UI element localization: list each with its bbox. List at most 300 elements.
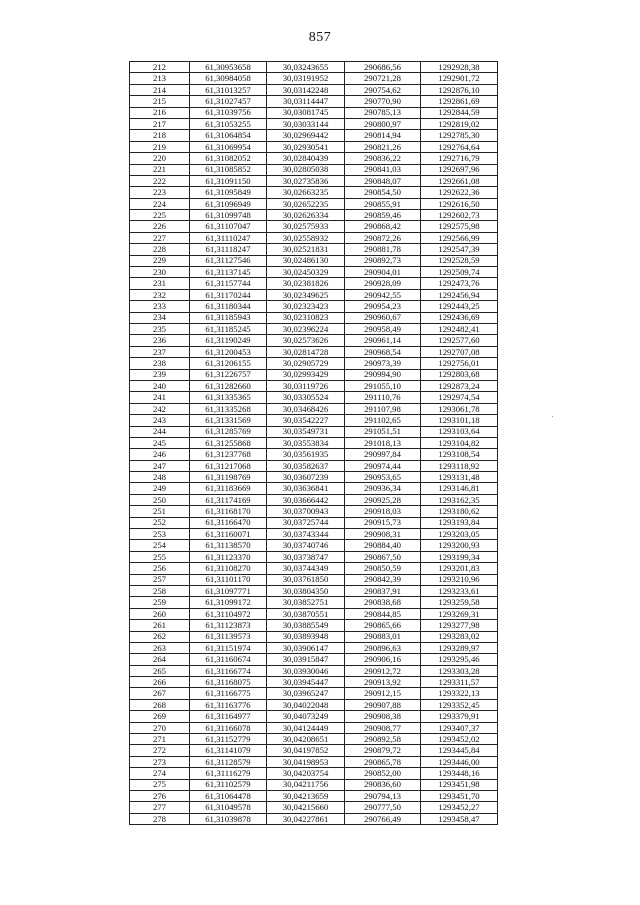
- table-row: [130, 358, 498, 369]
- x-coordinate-cell: 290821,26: [345, 141, 421, 152]
- point-number-cell: 239: [130, 369, 190, 380]
- table-row: [130, 585, 498, 596]
- x-coordinate-cell: 290841,03: [345, 164, 421, 175]
- coordinates-table-wrapper: [129, 61, 498, 825]
- point-number-cell: 268: [130, 699, 190, 710]
- point-number-cell: 217: [130, 118, 190, 129]
- y-coordinate-cell: 1293233,61: [421, 585, 498, 596]
- x-coordinate-cell: 290908,77: [345, 722, 421, 733]
- y-coordinate-cell: 1292803,68: [421, 369, 498, 380]
- longitude-cell: 30,03553834: [267, 437, 345, 448]
- longitude-cell: 30,03666442: [267, 494, 345, 505]
- point-number-cell: 233: [130, 301, 190, 312]
- y-coordinate-cell: 1292575,98: [421, 221, 498, 232]
- longitude-cell: 30,02930541: [267, 141, 345, 152]
- latitude-cell: 61,31039878: [190, 813, 267, 824]
- latitude-cell: 61,31185245: [190, 323, 267, 334]
- latitude-cell: 61,31049578: [190, 802, 267, 813]
- y-coordinate-cell: 1293283,02: [421, 631, 498, 642]
- point-number-cell: 244: [130, 426, 190, 437]
- x-coordinate-cell: 290960,67: [345, 312, 421, 323]
- table-row: [130, 210, 498, 221]
- table-row: [130, 620, 498, 631]
- x-coordinate-cell: 290912,15: [345, 688, 421, 699]
- latitude-cell: 61,31166078: [190, 722, 267, 733]
- table-row: [130, 164, 498, 175]
- table-row: [130, 346, 498, 357]
- y-coordinate-cell: 1293446,00: [421, 756, 498, 767]
- point-number-cell: 245: [130, 437, 190, 448]
- longitude-cell: 30,03804350: [267, 585, 345, 596]
- longitude-cell: 30,03852751: [267, 597, 345, 608]
- longitude-cell: 30,03607239: [267, 472, 345, 483]
- x-coordinate-cell: 290855,91: [345, 198, 421, 209]
- latitude-cell: 61,31285769: [190, 426, 267, 437]
- y-coordinate-cell: 1292974,54: [421, 392, 498, 403]
- point-number-cell: 261: [130, 620, 190, 631]
- x-coordinate-cell: 291051,51: [345, 426, 421, 437]
- point-number-cell: 222: [130, 175, 190, 186]
- y-coordinate-cell: 1293193,84: [421, 517, 498, 528]
- x-coordinate-cell: 290859,46: [345, 210, 421, 221]
- table-row: [130, 187, 498, 198]
- x-coordinate-cell: 290994,90: [345, 369, 421, 380]
- y-coordinate-cell: 1292528,59: [421, 255, 498, 266]
- point-number-cell: 249: [130, 483, 190, 494]
- longitude-cell: 30,03725744: [267, 517, 345, 528]
- x-coordinate-cell: 290896,63: [345, 642, 421, 653]
- point-number-cell: 248: [130, 472, 190, 483]
- latitude-cell: 61,31095849: [190, 187, 267, 198]
- longitude-cell: 30,03761850: [267, 574, 345, 585]
- longitude-cell: 30,03700943: [267, 506, 345, 517]
- point-number-cell: 227: [130, 232, 190, 243]
- x-coordinate-cell: 290777,50: [345, 802, 421, 813]
- table-row: [130, 677, 498, 688]
- longitude-cell: 30,04124449: [267, 722, 345, 733]
- point-number-cell: 263: [130, 642, 190, 653]
- y-coordinate-cell: 1292707,08: [421, 346, 498, 357]
- y-coordinate-cell: 1292716,79: [421, 153, 498, 164]
- x-coordinate-cell: 290850,59: [345, 563, 421, 574]
- table-row: [130, 665, 498, 676]
- latitude-cell: 61,31053255: [190, 118, 267, 129]
- y-coordinate-cell: 1293303,28: [421, 665, 498, 676]
- x-coordinate-cell: 290800,97: [345, 118, 421, 129]
- y-coordinate-cell: 1292876,10: [421, 84, 498, 95]
- table-row: [130, 722, 498, 733]
- point-number-cell: 276: [130, 791, 190, 802]
- x-coordinate-cell: 290884,40: [345, 540, 421, 551]
- longitude-cell: 30,03191952: [267, 73, 345, 84]
- latitude-cell: 61,31174169: [190, 494, 267, 505]
- latitude-cell: 61,31099172: [190, 597, 267, 608]
- y-coordinate-cell: 1292819,02: [421, 118, 498, 129]
- point-number-cell: 255: [130, 551, 190, 562]
- x-coordinate-cell: 290968,54: [345, 346, 421, 357]
- point-number-cell: 252: [130, 517, 190, 528]
- x-coordinate-cell: 290854,50: [345, 187, 421, 198]
- latitude-cell: 61,31237768: [190, 449, 267, 460]
- latitude-cell: 61,31097771: [190, 585, 267, 596]
- point-number-cell: 226: [130, 221, 190, 232]
- point-number-cell: 267: [130, 688, 190, 699]
- y-coordinate-cell: 1293289,97: [421, 642, 498, 653]
- longitude-cell: 30,04022048: [267, 699, 345, 710]
- x-coordinate-cell: 290974,44: [345, 460, 421, 471]
- table-row: [130, 768, 498, 779]
- longitude-cell: 30,02323423: [267, 301, 345, 312]
- x-coordinate-cell: 290908,38: [345, 711, 421, 722]
- x-coordinate-cell: 290785,13: [345, 107, 421, 118]
- y-coordinate-cell: 1293108,54: [421, 449, 498, 460]
- latitude-cell: 61,31166775: [190, 688, 267, 699]
- latitude-cell: 61,31127546: [190, 255, 267, 266]
- latitude-cell: 61,31110247: [190, 232, 267, 243]
- x-coordinate-cell: 290907,88: [345, 699, 421, 710]
- y-coordinate-cell: 1293101,18: [421, 415, 498, 426]
- x-coordinate-cell: 290865,78: [345, 756, 421, 767]
- y-coordinate-cell: 1292756,01: [421, 358, 498, 369]
- latitude-cell: 61,31151974: [190, 642, 267, 653]
- latitude-cell: 61,31152779: [190, 734, 267, 745]
- point-number-cell: 258: [130, 585, 190, 596]
- latitude-cell: 61,31170244: [190, 289, 267, 300]
- longitude-cell: 30,02905729: [267, 358, 345, 369]
- table-row: [130, 130, 498, 141]
- point-number-cell: 229: [130, 255, 190, 266]
- point-number-cell: 235: [130, 323, 190, 334]
- x-coordinate-cell: 290686,56: [345, 62, 421, 73]
- y-coordinate-cell: 1292456,94: [421, 289, 498, 300]
- point-number-cell: 242: [130, 403, 190, 414]
- longitude-cell: 30,03561935: [267, 449, 345, 460]
- longitude-cell: 30,03738747: [267, 551, 345, 562]
- table-row: [130, 323, 498, 334]
- point-number-cell: 250: [130, 494, 190, 505]
- y-coordinate-cell: 1292602,73: [421, 210, 498, 221]
- table-row: [130, 791, 498, 802]
- longitude-cell: 30,03893948: [267, 631, 345, 642]
- latitude-cell: 61,31085852: [190, 164, 267, 175]
- longitude-cell: 30,03740746: [267, 540, 345, 551]
- y-coordinate-cell: 1292577,60: [421, 335, 498, 346]
- point-number-cell: 270: [130, 722, 190, 733]
- latitude-cell: 61,31166470: [190, 517, 267, 528]
- latitude-cell: 61,31102579: [190, 779, 267, 790]
- table-row: [130, 175, 498, 186]
- longitude-cell: 30,03965247: [267, 688, 345, 699]
- x-coordinate-cell: 290953,65: [345, 472, 421, 483]
- latitude-cell: 61,31137145: [190, 267, 267, 278]
- table-row: [130, 631, 498, 642]
- point-number-cell: 259: [130, 597, 190, 608]
- latitude-cell: 61,31141079: [190, 745, 267, 756]
- y-coordinate-cell: 1292616,50: [421, 198, 498, 209]
- longitude-cell: 30,02626334: [267, 210, 345, 221]
- latitude-cell: 61,31282660: [190, 380, 267, 391]
- table-row: [130, 654, 498, 665]
- point-number-cell: 216: [130, 107, 190, 118]
- table-row: [130, 426, 498, 437]
- y-coordinate-cell: 1293203,05: [421, 529, 498, 540]
- y-coordinate-cell: 1292443,25: [421, 301, 498, 312]
- y-coordinate-cell: 1293199,34: [421, 551, 498, 562]
- point-number-cell: 241: [130, 392, 190, 403]
- x-coordinate-cell: 290865,66: [345, 620, 421, 631]
- x-coordinate-cell: 290954,23: [345, 301, 421, 312]
- longitude-cell: 30,02349625: [267, 289, 345, 300]
- table-row: [130, 118, 498, 129]
- longitude-cell: 30,03119726: [267, 380, 345, 391]
- x-coordinate-cell: 290928,09: [345, 278, 421, 289]
- point-number-cell: 275: [130, 779, 190, 790]
- longitude-cell: 30,02652235: [267, 198, 345, 209]
- table-row: [130, 460, 498, 471]
- point-number-cell: 231: [130, 278, 190, 289]
- longitude-cell: 30,03468426: [267, 403, 345, 414]
- y-coordinate-cell: 1292436,69: [421, 312, 498, 323]
- point-number-cell: 228: [130, 244, 190, 255]
- table-row: [130, 73, 498, 84]
- latitude-cell: 61,31123370: [190, 551, 267, 562]
- longitude-cell: 30,02735836: [267, 175, 345, 186]
- point-number-cell: 251: [130, 506, 190, 517]
- longitude-cell: 30,02573626: [267, 335, 345, 346]
- table-row: [130, 472, 498, 483]
- table-row: [130, 529, 498, 540]
- point-number-cell: 220: [130, 153, 190, 164]
- point-number-cell: 265: [130, 665, 190, 676]
- x-coordinate-cell: 290837,91: [345, 585, 421, 596]
- x-coordinate-cell: 290766,49: [345, 813, 421, 824]
- point-number-cell: 262: [130, 631, 190, 642]
- longitude-cell: 30,02310823: [267, 312, 345, 323]
- latitude-cell: 61,31027457: [190, 96, 267, 107]
- latitude-cell: 61,31108270: [190, 563, 267, 574]
- latitude-cell: 61,31116279: [190, 768, 267, 779]
- y-coordinate-cell: 1292764,64: [421, 141, 498, 152]
- coordinates-table: [129, 61, 498, 825]
- table-row: [130, 289, 498, 300]
- table-row: [130, 415, 498, 426]
- table-row: [130, 563, 498, 574]
- x-coordinate-cell: 291018,13: [345, 437, 421, 448]
- x-coordinate-cell: 290836,60: [345, 779, 421, 790]
- x-coordinate-cell: 290997,84: [345, 449, 421, 460]
- y-coordinate-cell: 1292566,99: [421, 232, 498, 243]
- x-coordinate-cell: 290892,73: [345, 255, 421, 266]
- x-coordinate-cell: 290848,07: [345, 175, 421, 186]
- longitude-cell: 30,03743344: [267, 529, 345, 540]
- table-row: [130, 198, 498, 209]
- longitude-cell: 30,04208651: [267, 734, 345, 745]
- y-coordinate-cell: 1292482,41: [421, 323, 498, 334]
- point-number-cell: 274: [130, 768, 190, 779]
- latitude-cell: 61,31104972: [190, 608, 267, 619]
- y-coordinate-cell: 1292785,30: [421, 130, 498, 141]
- y-coordinate-cell: 1293352,45: [421, 699, 498, 710]
- table-row: [130, 551, 498, 562]
- page-number: 857: [308, 30, 332, 45]
- table-row: [130, 380, 498, 391]
- y-coordinate-cell: 1292473,76: [421, 278, 498, 289]
- point-number-cell: 234: [130, 312, 190, 323]
- latitude-cell: 61,31190249: [190, 335, 267, 346]
- latitude-cell: 61,31198769: [190, 472, 267, 483]
- table-row: [130, 597, 498, 608]
- y-coordinate-cell: 1292697,96: [421, 164, 498, 175]
- y-coordinate-cell: 1292547,39: [421, 244, 498, 255]
- table-row: [130, 540, 498, 551]
- y-coordinate-cell: 1293407,37: [421, 722, 498, 733]
- point-number-cell: 264: [130, 654, 190, 665]
- table-row: [130, 608, 498, 619]
- table-row: [130, 699, 498, 710]
- y-coordinate-cell: 1293451,98: [421, 779, 498, 790]
- longitude-cell: 30,02969442: [267, 130, 345, 141]
- y-coordinate-cell: 1292928,38: [421, 62, 498, 73]
- point-number-cell: 260: [130, 608, 190, 619]
- y-coordinate-cell: 1293452,27: [421, 802, 498, 813]
- x-coordinate-cell: 290883,01: [345, 631, 421, 642]
- longitude-cell: 30,04211756: [267, 779, 345, 790]
- scan-speck: [552, 416, 553, 417]
- point-number-cell: 240: [130, 380, 190, 391]
- y-coordinate-cell: 1293201,83: [421, 563, 498, 574]
- y-coordinate-cell: 1293322,13: [421, 688, 498, 699]
- x-coordinate-cell: 290904,01: [345, 267, 421, 278]
- longitude-cell: 30,03582637: [267, 460, 345, 471]
- latitude-cell: 61,31091150: [190, 175, 267, 186]
- longitude-cell: 30,02840439: [267, 153, 345, 164]
- latitude-cell: 61,31101170: [190, 574, 267, 585]
- latitude-cell: 61,31168170: [190, 506, 267, 517]
- longitude-cell: 30,04203754: [267, 768, 345, 779]
- point-number-cell: 221: [130, 164, 190, 175]
- latitude-cell: 61,31226757: [190, 369, 267, 380]
- table-row: [130, 506, 498, 517]
- x-coordinate-cell: 290892,58: [345, 734, 421, 745]
- point-number-cell: 230: [130, 267, 190, 278]
- table-row: [130, 244, 498, 255]
- table-row: [130, 813, 498, 824]
- point-number-cell: 224: [130, 198, 190, 209]
- longitude-cell: 30,02575933: [267, 221, 345, 232]
- table-row: [130, 494, 498, 505]
- point-number-cell: 212: [130, 62, 190, 73]
- y-coordinate-cell: 1293269,31: [421, 608, 498, 619]
- table-row: [130, 802, 498, 813]
- latitude-cell: 61,31064854: [190, 130, 267, 141]
- point-number-cell: 236: [130, 335, 190, 346]
- longitude-cell: 30,02558932: [267, 232, 345, 243]
- point-number-cell: 269: [130, 711, 190, 722]
- longitude-cell: 30,03945447: [267, 677, 345, 688]
- longitude-cell: 30,04215660: [267, 802, 345, 813]
- latitude-cell: 61,31163776: [190, 699, 267, 710]
- latitude-cell: 61,31335268: [190, 403, 267, 414]
- table-row: [130, 232, 498, 243]
- longitude-cell: 30,03636841: [267, 483, 345, 494]
- point-number-cell: 257: [130, 574, 190, 585]
- table-row: [130, 221, 498, 232]
- y-coordinate-cell: 1293311,57: [421, 677, 498, 688]
- longitude-cell: 30,03142248: [267, 84, 345, 95]
- longitude-cell: 30,02993429: [267, 369, 345, 380]
- table-row: [130, 153, 498, 164]
- latitude-cell: 61,31160071: [190, 529, 267, 540]
- point-number-cell: 253: [130, 529, 190, 540]
- y-coordinate-cell: 1293210,96: [421, 574, 498, 585]
- table-row: [130, 141, 498, 152]
- latitude-cell: 61,31168075: [190, 677, 267, 688]
- x-coordinate-cell: 290908,31: [345, 529, 421, 540]
- latitude-cell: 61,31064478: [190, 791, 267, 802]
- table-row: [130, 437, 498, 448]
- point-number-cell: 272: [130, 745, 190, 756]
- y-coordinate-cell: 1293061,78: [421, 403, 498, 414]
- table-row: [130, 107, 498, 118]
- longitude-cell: 30,03906147: [267, 642, 345, 653]
- longitude-cell: 30,04198953: [267, 756, 345, 767]
- table-row: [130, 255, 498, 266]
- y-coordinate-cell: 1293200,93: [421, 540, 498, 551]
- y-coordinate-cell: 1292661,08: [421, 175, 498, 186]
- y-coordinate-cell: 1293259,58: [421, 597, 498, 608]
- latitude-cell: 61,31166774: [190, 665, 267, 676]
- table-row: [130, 745, 498, 756]
- point-number-cell: 256: [130, 563, 190, 574]
- point-number-cell: 214: [130, 84, 190, 95]
- latitude-cell: 61,30984058: [190, 73, 267, 84]
- y-coordinate-cell: 1293458,47: [421, 813, 498, 824]
- x-coordinate-cell: 291107,98: [345, 403, 421, 414]
- longitude-cell: 30,02486130: [267, 255, 345, 266]
- longitude-cell: 30,02814728: [267, 346, 345, 357]
- x-coordinate-cell: 290913,92: [345, 677, 421, 688]
- table-row: [130, 449, 498, 460]
- table-row: [130, 756, 498, 767]
- y-coordinate-cell: 1293180,62: [421, 506, 498, 517]
- x-coordinate-cell: 290814,94: [345, 130, 421, 141]
- longitude-cell: 30,03870551: [267, 608, 345, 619]
- table-row: [130, 642, 498, 653]
- latitude-cell: 61,31185943: [190, 312, 267, 323]
- x-coordinate-cell: 290936,34: [345, 483, 421, 494]
- point-number-cell: 223: [130, 187, 190, 198]
- x-coordinate-cell: 290906,16: [345, 654, 421, 665]
- longitude-cell: 30,03549731: [267, 426, 345, 437]
- point-number-cell: 247: [130, 460, 190, 471]
- x-coordinate-cell: 291055,10: [345, 380, 421, 391]
- table-row: [130, 312, 498, 323]
- x-coordinate-cell: 290942,55: [345, 289, 421, 300]
- point-number-cell: 218: [130, 130, 190, 141]
- table-row: [130, 711, 498, 722]
- longitude-cell: 30,03243655: [267, 62, 345, 73]
- x-coordinate-cell: 290844,85: [345, 608, 421, 619]
- y-coordinate-cell: 1293118,92: [421, 460, 498, 471]
- table-row: [130, 779, 498, 790]
- latitude-cell: 61,31123873: [190, 620, 267, 631]
- y-coordinate-cell: 1293379,91: [421, 711, 498, 722]
- latitude-cell: 61,31138570: [190, 540, 267, 551]
- table-row: [130, 267, 498, 278]
- x-coordinate-cell: 290918,03: [345, 506, 421, 517]
- table-row: [130, 517, 498, 528]
- x-coordinate-cell: 290881,78: [345, 244, 421, 255]
